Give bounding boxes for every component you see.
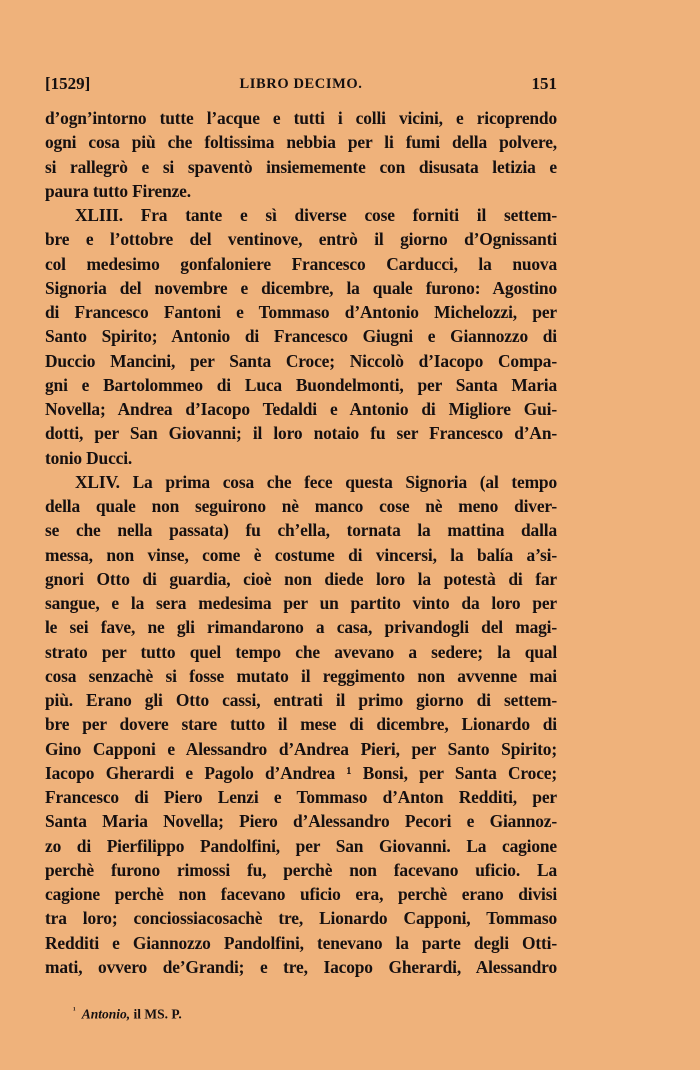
text-line: perchè furono rimossi fu, perchè non facevano uficio. La (45, 859, 557, 880)
text-line: di Francesco Fantoni e Tommaso d’Antonio Michelozzi, per (45, 302, 557, 322)
text-line: sangue, e la sera medesima per un partito vinto da loro per (45, 593, 557, 613)
text-line: più. Erano gli Otto cassi, entrati il primo giorno di settem- (45, 690, 557, 710)
text-line: Signoria del novembre e dicembre, la quale furono: Agostino (45, 277, 557, 298)
footnote (45, 1001, 557, 1024)
text-line: bre e l’ottobre del ventinove, entrò il giorno d’Ognissanti (45, 229, 557, 250)
book-page (45, 70, 557, 1024)
body-text (45, 106, 557, 979)
text-line: della quale non seguirono nè manco cose nè meno diver- (45, 496, 557, 516)
text-line: bre per dovere stare tutto il mese di dicembre, Lionardo di (45, 714, 557, 735)
text-line: strato per tutto quel tempo che avevano a sedere; la qual (45, 641, 557, 662)
text-line: XLIV. La prima cosa che fece questa Signoria (al tempo (75, 471, 557, 492)
text-line: messa, non vinse, come è costume di vincersi, la balía a’si- (45, 544, 557, 565)
text-line: gni e Bartolommeo di Luca Buondelmonti, per Santa Maria (45, 374, 557, 395)
text-line: Santo Spirito; Antonio di Francesco Giugni e Giannozzo di (45, 326, 557, 347)
text-line: col medesimo gonfaloniere Francesco Carducci, la nuova (45, 253, 557, 274)
text-line: dotti, per San Giovanni; il loro notaio fu ser Francesco d’An- (45, 423, 557, 444)
text-line: Redditi e Giannozzo Pandolfini, tenevano la parte degli Otti- (45, 932, 557, 953)
text-line: XLIII. Fra tante e sì diverse cose forniti il settem- (75, 205, 557, 225)
header-title: LIBRO DECIMO. (239, 76, 363, 92)
text-line: Novella; Andrea d’Iacopo Tedaldi e Antonio di Migliore Gui- (45, 399, 557, 419)
text-line: si rallegrò e si spaventò insiememente con disusata letizia e (45, 156, 557, 177)
text-line: tra loro; conciossiacosachè tre, Lionardo Capponi, Tommaso (45, 908, 557, 929)
text-line: Francesco di Piero Lenzi e Tommaso d’Anton Redditi, per (45, 787, 557, 807)
text-line: zo di Pierfilippo Pandolfini, per San Giovanni. La cagione (45, 835, 557, 856)
text-line: Gino Capponi e Alessandro d’Andrea Pieri, per Santo Spirito; (45, 738, 557, 759)
text-line: ogni cosa più che foltissima nebbia per li fumi della polvere, (45, 132, 557, 153)
text-line: cosa senzachè si fosse mutato il reggimento non avvenne mai (45, 665, 557, 686)
footnote-text: il MS. P. (130, 1006, 182, 1022)
text-line: se che nella passata) fu ch’ella, tornata la mattina dalla (45, 520, 557, 541)
text-line: mati, ovvero de’Grandi; e tre, Iacopo Gherardi, Alessandro (45, 956, 557, 977)
text-line: gnori Otto di guardia, cioè non diede loro la potestà di far (45, 568, 557, 589)
text-line: Santa Maria Novella; Piero d’Alessandro Pecori e Giannoz- (45, 811, 557, 832)
text-line: le sei fave, ne gli rimandarono a casa, privandogli del magi- (45, 617, 557, 638)
page-number: 151 (531, 74, 557, 93)
text-line: d’ogn’intorno tutte l’acque e tutti i colli vicini, e ricoprendo (45, 108, 557, 128)
text-line: tonio Ducci. (45, 447, 133, 468)
text-line: paura tutto Firenze. (45, 180, 191, 201)
text-line: cagione perchè non facevano uficio era, perchè erano divisi (45, 884, 557, 904)
text-line: Iacopo Gherardi e Pagolo d’Andrea ¹ Bonsi, per Santa Croce; (45, 762, 557, 783)
header-year: [1529] (45, 74, 91, 93)
footnote-italic: Antonio, (81, 1006, 131, 1022)
running-head (45, 70, 557, 100)
footnote-mark: ¹ (73, 1005, 76, 1015)
text-line: Duccio Mancini, per Santa Croce; Niccolò d’Iacopo Compa- (45, 350, 557, 371)
